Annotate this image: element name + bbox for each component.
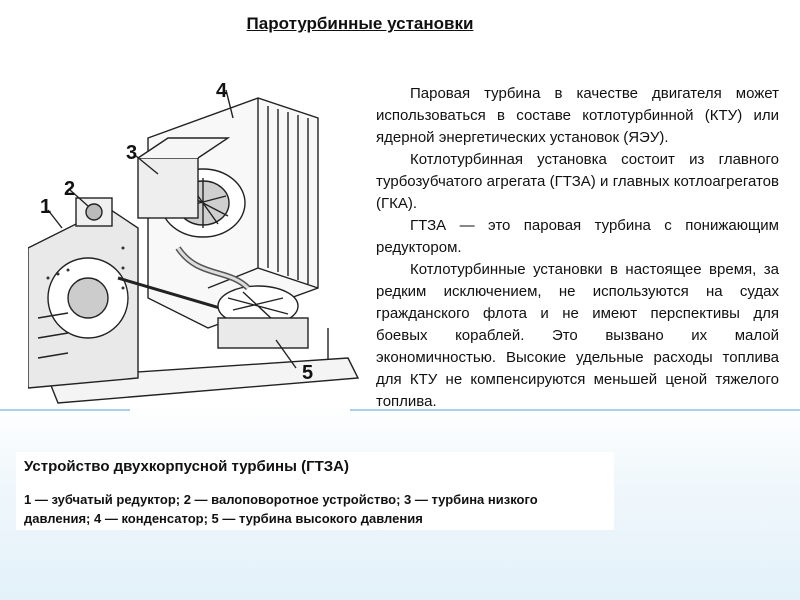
decorative-line-left <box>0 409 130 411</box>
callout-5: 5 <box>302 362 314 384</box>
paragraph-3: ГТЗА — это паровая турбина с понижающим редуктором. <box>376 217 779 256</box>
paragraph-1: Паровая турбина в качестве двигателя может использоваться в составе котлотурбинной (КТУ) или ядерной энергетических установок (ЯЭУ). <box>376 85 779 146</box>
callout-3: 3 <box>126 142 138 164</box>
slide-title <box>0 14 720 34</box>
callout-4: 4 <box>216 80 228 102</box>
turbine-illustration <box>28 78 373 410</box>
caption-title: Устройство двухкорпусной турбины (ГТЗА) <box>24 458 349 475</box>
callout-1: 1 <box>40 196 52 218</box>
turbine-drawing <box>28 78 373 410</box>
figure-caption <box>16 452 614 530</box>
callout-2: 2 <box>64 178 76 200</box>
paragraph-4: Котлотурбинные установки в настоящее время, за редким исключением, не используются на судах гражданского флота и не имеют перспективы для боевых кораблей. Это вызвано их малой экономичностью. Высокие удельные расходы топлива для КТУ не компенсируются меньшей ценой тяжелого топлива. <box>376 261 779 410</box>
body-text <box>376 83 779 413</box>
paragraph-2: Котлотурбинная установка состоит из главного турбозубчатого агрегата (ГТЗА) и главных котлоагрегатов (ГКА). <box>376 151 779 212</box>
caption-legend: 1 — зубчатый редуктор; 2 — валоповоротное устройство; 3 — турбина низкого давления; 4 — конденсатор; 5 — турбина высокого давления <box>24 492 538 526</box>
slide-title-text: Паротурбинные установки <box>246 14 474 33</box>
